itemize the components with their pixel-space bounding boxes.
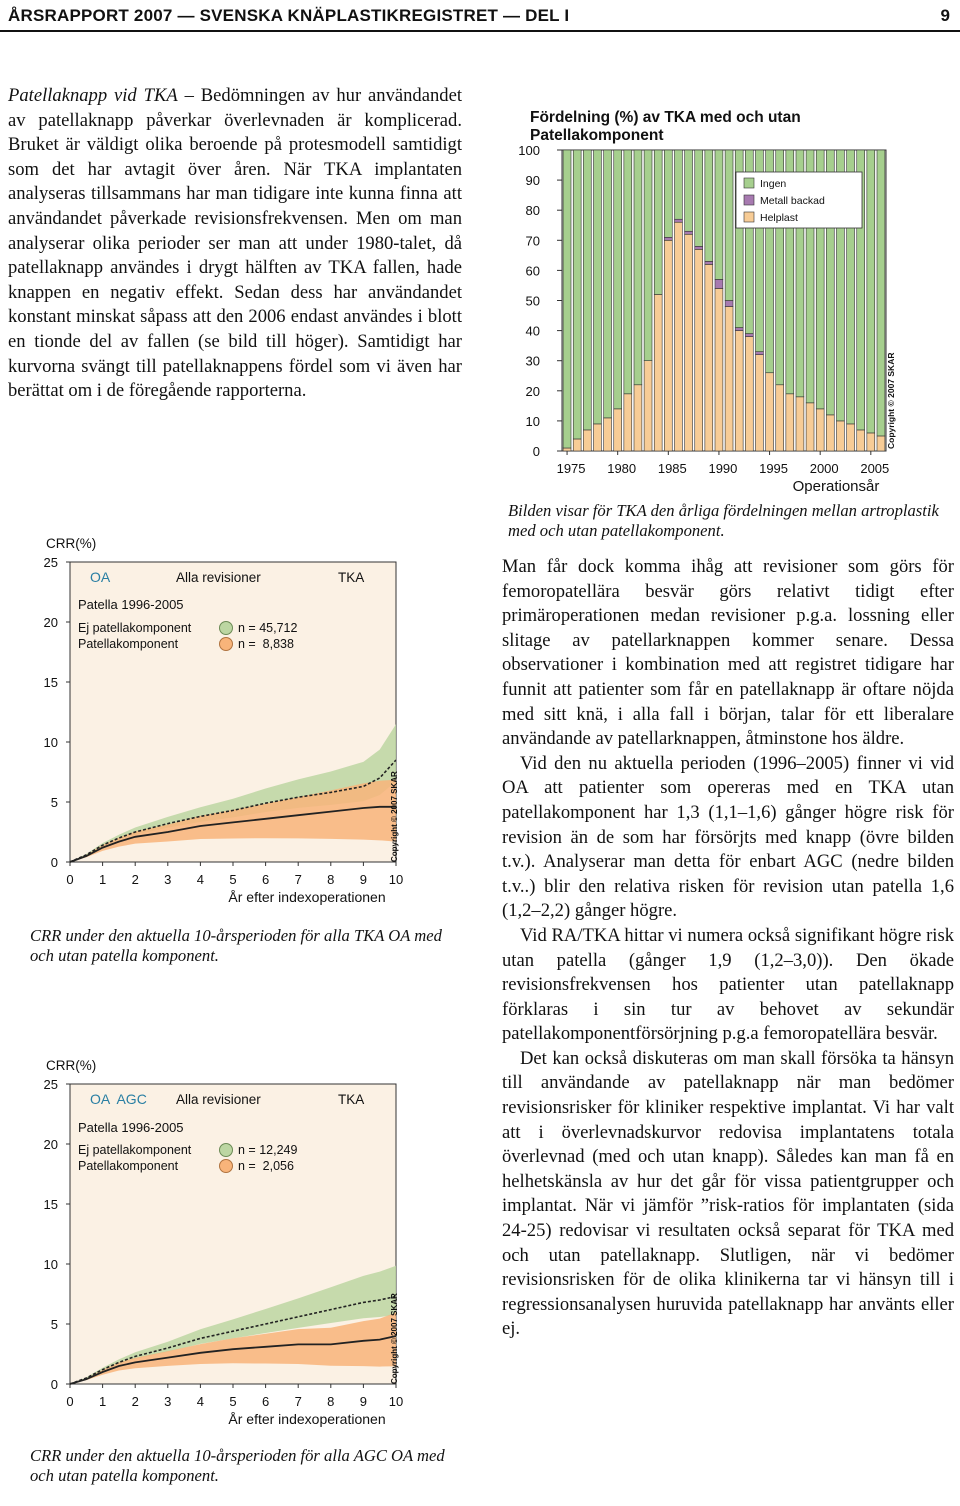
crr2-caption: CRR under den aktuella 10-årsperioden för alla AGC OA med och utan patella komponent. — [30, 1446, 445, 1485]
bar-ingen-1980 — [614, 150, 622, 409]
bar-helplast-1976 — [573, 439, 581, 451]
crr-x-tick-label: 3 — [164, 872, 172, 887]
crr-x-tick-label: 1 — [98, 872, 107, 887]
crr-y-tick-label: 5 — [50, 1317, 58, 1332]
bar-helplast-1992 — [735, 331, 743, 451]
bar-helplast-1988 — [695, 249, 703, 451]
crr-y-tick-label: 10 — [43, 735, 58, 750]
report-title: ÅRSRAPPORT 2007 — SVENSKA KNÄPLASTIKREGISTRET — DEL I — [8, 6, 570, 25]
crr1-legend-title: Patella 1996-2005 — [78, 597, 184, 612]
bar-helplast-1986 — [674, 222, 682, 451]
bar-metall-1987 — [685, 231, 693, 234]
crr-x-tick-label: 5 — [229, 1394, 237, 1409]
bar-y-tick-label: 40 — [525, 323, 540, 339]
patella-distribution-chart — [504, 104, 956, 496]
crr2-x-label: År efter indexoperationen — [228, 1411, 386, 1427]
bar-helplast-2003 — [847, 424, 855, 451]
crr-x-tick-label: 10 — [388, 1394, 404, 1409]
bar-helplast-1983 — [644, 361, 652, 451]
bar-helplast-2004 — [857, 430, 865, 451]
crr-x-tick-label: 5 — [229, 872, 237, 887]
bar-y-tick-label: 80 — [525, 203, 540, 219]
crr-x-tick-label: 2 — [131, 872, 139, 887]
crr2-legend-marker-orange — [220, 1160, 233, 1173]
crr1-legend-marker-green — [220, 622, 233, 635]
crr2-legend-n-2: n = 2,056 — [238, 1159, 294, 1173]
bar-helplast-1979 — [604, 418, 612, 451]
bar-copyright: Copyright © 2007 SKAR — [886, 352, 896, 449]
crr-x-tick-label: 8 — [327, 872, 335, 887]
bar-helplast-1990 — [715, 288, 723, 451]
crr1-legend-marker-orange — [220, 638, 233, 651]
left-paragraph-1: Bedömningen av hur användandet av patellaknapp påverkar överlevnaden är komplicerad. Bruket är väldigt olika beroende på protesmodell samtidigt som det har avtagit över åren. När TKA implantaten analyseras tillsammans har man tidigare inte kunna finna att användandet påverkade revisionsfrekvensen. Men om man analyserar olika perioder ser man att under 1980-talet, då patellaknapp användes i drygt hälften av TKA fallen, hade knappen en negativ effekt. Sedan dess har användandet konstant minskat såpass att den 2006 endast användes i blott en tionde del av fallen (se bild till höger). Samtidigt har kurvorna svängt till patellaknappens fördel som vi även har berättat om i de föregående rapporterna. — [8, 85, 462, 402]
crr-chart-oa — [28, 532, 408, 912]
bar-ingen-1982 — [634, 150, 642, 385]
bar-helplast-1984 — [654, 294, 662, 451]
bar-metall-1991 — [725, 301, 733, 307]
bar-ingen-1979 — [604, 150, 612, 418]
crr1-tag-left: OA — [90, 569, 111, 585]
crr-y-tick-label: 20 — [43, 615, 58, 630]
bar-ingen-1976 — [573, 150, 581, 439]
right-paragraph-2: Vid den nu aktuella perioden (1996–2005) finner vi vid OA att patienter som opereras med en TKA utan patellakomponent har 1,3 (1,1–1,6) gånger högre risk för revision än de som har försörjts med knapp (övre bilden t.v.). Analyserar man detta för enbart AGC (nedre bilden t.v..) blir den relativa risken för revision utan patella 1,6 (1,2–2,2) gånger högre. — [502, 752, 954, 922]
bar-helplast-1998 — [796, 397, 804, 451]
bar-legend — [736, 172, 862, 228]
right-paragraph-1: Man får dock komma ihåg att revisioner som görs för femoropatellära besvär görs relativt tidigt efter primäroperationen medan revisioner p.g.a. lossning eller slitage av patellarknappen kommer senare. Dessa observationer i kombination med att registret tidigare har funnit att patienter som får en patellaknapp är oftare nöjda med sitt knä, i alla fall i början, talar för ett liberalare användande av patellarknappen, åtminstone hos äldre. — [502, 556, 954, 750]
crr2-tag-right: TKA — [338, 1092, 365, 1107]
page-header — [0, 0, 960, 34]
crr1-legend-n-1: n = 45,712 — [238, 621, 298, 635]
bar-y-tick-label: 100 — [518, 143, 540, 158]
crr-x-tick-label: 2 — [131, 1394, 139, 1409]
bar-helplast-1997 — [786, 394, 794, 451]
left-column-text — [8, 84, 462, 404]
bar-metall-1993 — [745, 334, 753, 337]
bar-metall-1986 — [674, 219, 682, 222]
bar-helplast-1978 — [593, 424, 601, 451]
bar-metall-1994 — [755, 352, 763, 355]
bar-y-tick-label: 0 — [532, 444, 540, 459]
bar-chart-title-line1: Fördelning (%) av TKA med och utan — [530, 109, 801, 126]
bar-ingen-2005 — [867, 150, 875, 433]
bar-helplast-1977 — [583, 430, 591, 451]
crr2-tag-left: OA AGC — [90, 1091, 147, 1107]
right-paragraph-4: Det kan också diskuteras om man skall försöka ta hänsyn till användande av patellaknapp när man bedömer revisionsrisker för kliniker respektive implantat. Vi har valt att i överlevnadskurvor redovisa implantatens totala överlevnad (med och utan knapp). Således kan man få en helhetskänsla av hur det går för vissa patientgrupper och implantat. När vi jämför ”risk-ratios för implantaten (sida 24-25) redovisar vi resultaten också separat för TKA med och utan patellaknapp. Slutligen, när vi bedömer revisionsrisken för de olika klinikerna tar vi hänsyn till i regressionsanalysen huruvida patellaknapp har använts eller ej. — [502, 1047, 954, 1340]
crr2-y-label: CRR(%) — [46, 1058, 97, 1073]
bar-helplast-1987 — [685, 234, 693, 451]
bar-helplast-1991 — [725, 307, 733, 451]
bar-y-tick-label: 90 — [525, 173, 540, 189]
crr-chart-oa-agc — [28, 1054, 408, 1434]
crr-x-tick-label: 3 — [164, 1394, 172, 1409]
bar-chart-caption: Bilden visar för TKA den årliga fördelningen mellan artroplastik med och utan patellakomponent. — [508, 501, 939, 540]
bar-ingen-1977 — [583, 150, 591, 430]
bar-legend-swatch — [744, 212, 754, 222]
crr1-tag-right: TKA — [338, 570, 365, 585]
crr-y-tick-label: 20 — [43, 1137, 58, 1152]
bar-helplast-1996 — [776, 385, 784, 451]
crr1-caption: CRR under den aktuella 10-årsperioden för alla TKA OA med och utan patella komponent. — [30, 926, 442, 965]
bar-ingen-1987 — [685, 150, 693, 231]
crr1-y-label: CRR(%) — [46, 536, 97, 551]
bar-ingen-1975 — [563, 150, 571, 448]
crr-y-tick-label: 10 — [43, 1257, 58, 1272]
bar-ingen-1986 — [674, 150, 682, 219]
crr1-legend-n-2: n = 8,838 — [238, 637, 294, 651]
bar-y-tick-label: 60 — [525, 263, 540, 279]
crr-x-tick-label: 9 — [359, 1394, 368, 1409]
crr2-legend-series-2: Patellakomponent — [78, 1159, 179, 1173]
bar-x-tick-label: 1975 — [556, 461, 586, 476]
bar-y-tick-label: 70 — [525, 233, 540, 249]
bar-legend-label: Metall backad — [760, 195, 825, 207]
crr1-x-label: År efter indexoperationen — [228, 889, 386, 905]
bar-y-tick-label: 50 — [525, 293, 540, 309]
crr-x-tick-label: 4 — [196, 1394, 205, 1409]
bar-helplast-1993 — [745, 337, 753, 451]
bar-ingen-2006 — [877, 150, 885, 436]
crr-y-tick-label: 25 — [43, 555, 58, 570]
bar-y-tick-label: 20 — [525, 383, 540, 399]
bar-helplast-2006 — [877, 436, 885, 451]
bar-ingen-1981 — [624, 150, 632, 394]
bar-ingen-1988 — [695, 150, 703, 246]
bar-helplast-2000 — [816, 409, 824, 451]
bar-ingen-1991 — [725, 150, 733, 301]
bar-helplast-2001 — [826, 415, 834, 451]
bar-metall-1992 — [735, 328, 743, 331]
bar-helplast-1989 — [705, 264, 713, 451]
bar-x-tick-label: 1985 — [657, 461, 687, 476]
bar-helplast-2002 — [836, 421, 844, 451]
crr-x-tick-label: 7 — [294, 1394, 302, 1409]
bar-chart-title-line2: Patellakomponent — [530, 127, 664, 144]
bar-ingen-1983 — [644, 150, 652, 361]
bar-helplast-2005 — [867, 433, 875, 451]
bar-ingen-1984 — [654, 150, 662, 294]
bar-legend-label: Ingen — [760, 178, 787, 190]
bar-x-tick-label: 2000 — [809, 461, 839, 476]
bar-y-tick-label: 30 — [525, 353, 540, 369]
bar-y-tick-label: 10 — [525, 413, 540, 429]
crr-y-tick-label: 15 — [43, 1197, 58, 1212]
bar-x-tick-label: 1995 — [759, 461, 789, 476]
crr-x-tick-label: 6 — [261, 872, 270, 887]
right-column-text — [502, 555, 954, 1342]
crr-x-tick-label: 7 — [294, 872, 302, 887]
bar-x-label: Operationsår — [792, 478, 880, 495]
crr-y-tick-label: 0 — [50, 1377, 58, 1392]
crr1-tag-mid: Alla revisioner — [176, 570, 261, 585]
crr-y-tick-label: 0 — [50, 855, 58, 870]
crr-x-tick-label: 1 — [98, 1394, 107, 1409]
crr1-legend-series-2: Patellakomponent — [78, 637, 179, 651]
crr2-legend-n-1: n = 12,249 — [238, 1143, 298, 1157]
bar-metall-1990 — [715, 279, 723, 288]
bar-x-tick-label: 1990 — [708, 461, 738, 476]
section-lead: Patellaknapp vid TKA — [8, 85, 178, 106]
bar-metall-1989 — [705, 261, 713, 264]
bar-metall-1988 — [695, 246, 703, 249]
crr-y-tick-label: 25 — [43, 1077, 58, 1092]
bar-ingen-1985 — [664, 150, 672, 237]
bar-legend-label: Helplast — [760, 212, 798, 224]
bar-helplast-1999 — [806, 403, 814, 451]
crr-y-tick-label: 15 — [43, 675, 58, 690]
crr1-legend-series-1: Ej patellakomponent — [78, 621, 192, 635]
bar-helplast-1995 — [766, 373, 774, 451]
header-rule — [0, 30, 960, 32]
bar-legend-swatch — [744, 195, 754, 205]
crr1-copyright: Copyright © 2007 SKAR — [390, 771, 399, 862]
bar-x-tick-label: 2005 — [860, 461, 890, 476]
lead-dash: – — [177, 85, 201, 106]
crr-x-tick-label: 4 — [196, 872, 205, 887]
crr-x-tick-label: 10 — [388, 872, 404, 887]
crr-x-tick-label: 9 — [359, 872, 368, 887]
page-number: 9 — [940, 6, 950, 25]
crr-x-tick-label: 6 — [261, 1394, 270, 1409]
crr2-legend-title: Patella 1996-2005 — [78, 1120, 184, 1135]
crr2-tag-mid: Alla revisioner — [176, 1092, 261, 1107]
bar-x-tick-label: 1980 — [607, 461, 637, 476]
right-paragraph-3: Vid RA/TKA hittar vi numera också signifikant högre risk utan patella (gånger 1,9 (1,2–3,0)). Den ökade revisionsfrekvensen hos patienter utan patellaknapp förklaras i sin tur av behovet av sekundär patellakomponentförsörjning p.g.a femoropatellära besvär. — [502, 924, 954, 1045]
crr-y-tick-label: 5 — [50, 795, 58, 810]
bar-helplast-1975 — [563, 448, 571, 451]
bar-ingen-1989 — [705, 150, 713, 261]
crr2-legend-series-1: Ej patellakomponent — [78, 1143, 192, 1157]
bar-ingen-1990 — [715, 150, 723, 279]
crr2-legend-marker-green — [220, 1144, 233, 1157]
bar-ingen-1978 — [593, 150, 601, 424]
bar-helplast-1982 — [634, 385, 642, 451]
crr-x-tick-label: 0 — [66, 1394, 74, 1409]
crr-x-tick-label: 0 — [66, 872, 74, 887]
bar-helplast-1994 — [755, 355, 763, 451]
bar-metall-1985 — [664, 237, 672, 240]
bar-helplast-1981 — [624, 394, 632, 451]
crr2-copyright: Copyright © 2007 SKAR — [390, 1293, 399, 1384]
bar-helplast-1985 — [664, 240, 672, 451]
bar-helplast-1980 — [614, 409, 622, 451]
bar-legend-swatch — [744, 178, 754, 188]
crr-x-tick-label: 8 — [327, 1394, 335, 1409]
